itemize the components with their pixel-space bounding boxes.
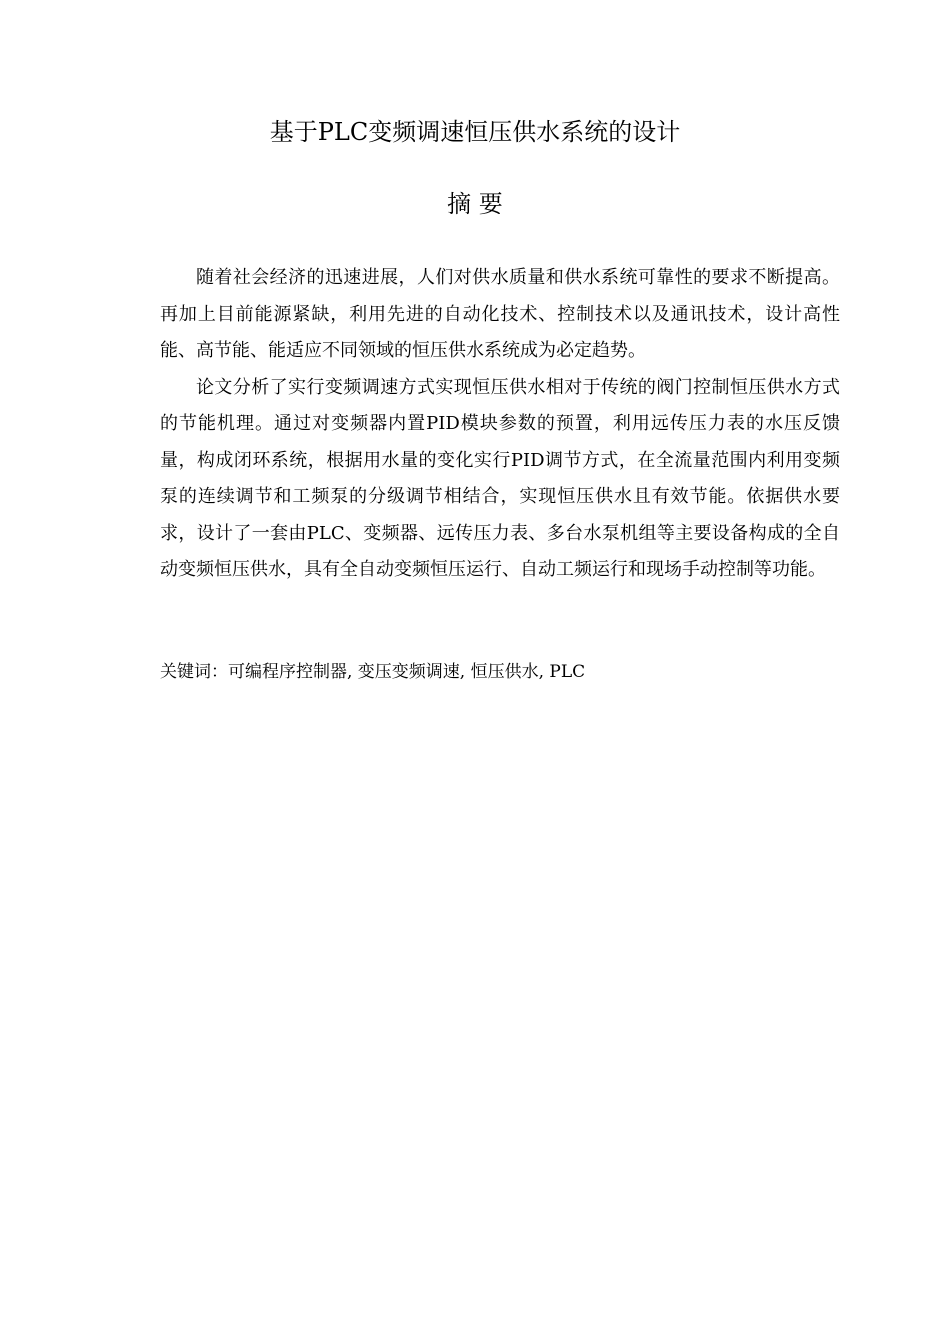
abstract-body (160, 260, 840, 589)
abstract-paragraph-2: 论文分析了实行变频调速方式实现恒压供水相对于传统的阀门控制恒压供水方式的节能机理。通过对变频器内置PID模块参数的预置，利用远传压力表的水压反馈量，构成闭环系统，根据用水量的变化实行PID调节方式，在全流量范围内利用变频泵的连续调节和工频泵的分级调节相结合，实现恒压供水且有效节能。依据供水要求，设计了一套由PLC、变频器、远传压力表、多台水泵机组等主要设备构成的全自动变频恒压供水，具有全自动变频恒压运行、自动工频运行和现场手动控制等功能。 (160, 376, 840, 580)
document-title: 基于PLC变频调速恒压供水系统的设计 (269, 118, 681, 146)
abstract-paragraph-1: 随着社会经济的迅速进展，人们对供水质量和供水系统可靠性的要求不断提高。再加上目前能源紧缺，利用先进的自动化技术、控制技术以及通讯技术，设计高性能、高节能、能适应不同领域的恒压供水系统成为必定趋势。 (160, 267, 840, 361)
keywords-line (160, 656, 840, 688)
keywords-label: 关键词： (160, 662, 228, 682)
keywords-items: 可编程序控制器, 变压变频调速, 恒压供水, PLC (228, 662, 586, 682)
abstract-heading: 摘 要 (447, 190, 503, 218)
